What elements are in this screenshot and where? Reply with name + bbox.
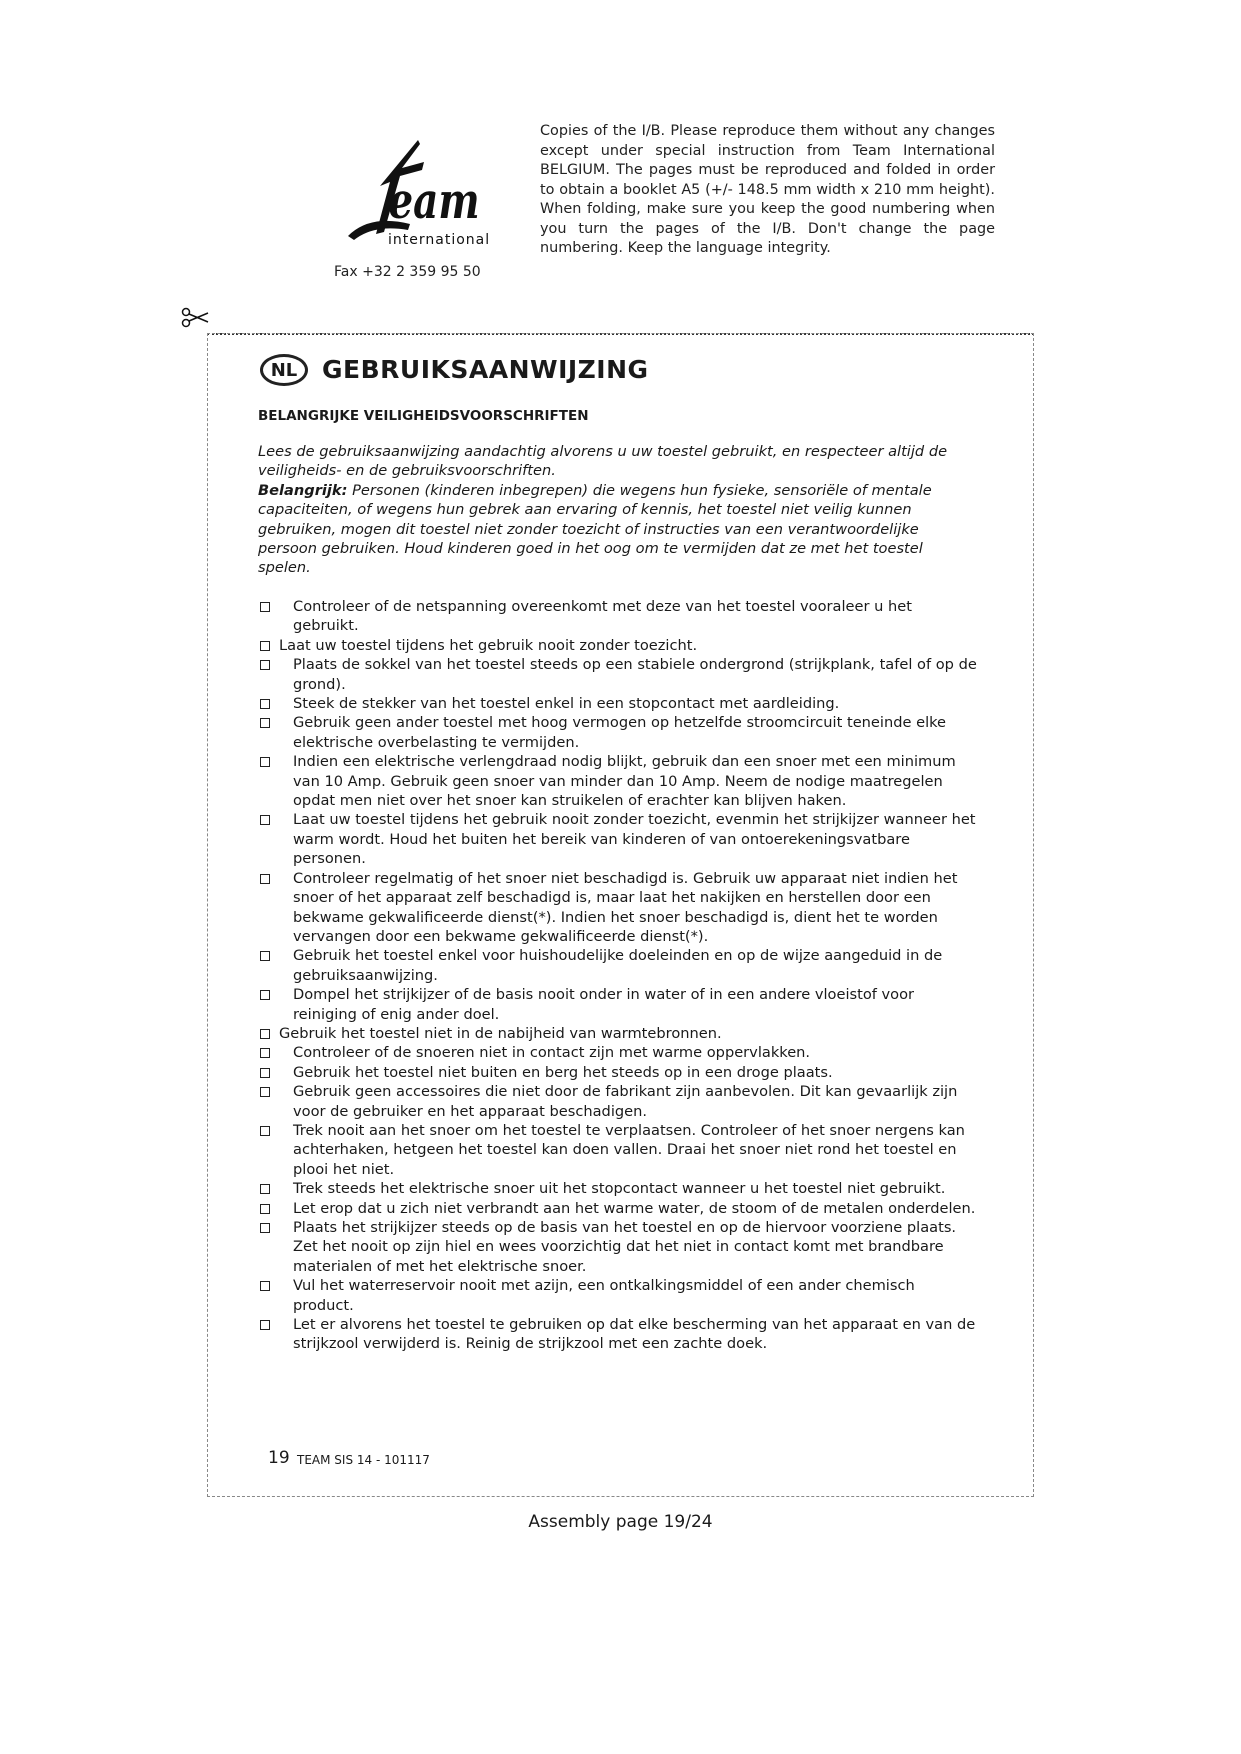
checkbox-icon <box>260 1126 270 1136</box>
checkbox-icon <box>260 641 270 651</box>
list-item: Trek nooit aan het snoer om het toestel te verplaatsen. Controleer of het snoer nergens kan achterhaken, hetgeen het toestel kan doen vallen. Draai het snoer niet rond het toestel en plooi het niet. <box>258 1121 978 1179</box>
checkbox-icon <box>260 699 270 709</box>
list-item: Indien een elektrische verlengdraad nodig blijkt, gebruik dan een snoer met een minimum van 10 Amp. Gebruik geen snoer van minder dan 10 Amp. Neem de nodige maatregelen opdat men niet over het snoer kan struikelen of erachter kan blijven haken. <box>258 752 978 810</box>
intro-paragraph <box>258 442 978 578</box>
scissors-icon <box>180 306 210 330</box>
checkbox-icon <box>260 1204 270 1214</box>
checkbox-icon <box>260 990 270 1000</box>
intro-bold-label: Belangrijk: <box>258 481 348 499</box>
svg-text:eam: eam <box>388 171 480 231</box>
list-item: Gebruik geen accessoires die niet door de fabrikant zijn aanbevolen. Dit kan gevaarlijk zijn voor de gebruiker en het apparaat beschadigen. <box>258 1082 978 1121</box>
list-item: Let erop dat u zich niet verbrandt aan het warme water, de stoom of de metalen onderdelen. <box>258 1199 978 1218</box>
checkbox-icon <box>260 1048 270 1058</box>
list-item: Gebruik het toestel enkel voor huishoudelijke doeleinden en op de wijze aangeduid in de gebruiksaanwijzing. <box>258 946 978 985</box>
list-item: Let er alvorens het toestel te gebruiken op dat elke bescherming van het apparaat en van de strijkzool verwijderd is. Reinig de strijkzool met een zachte doek. <box>258 1315 978 1354</box>
page-number: 19 <box>268 1448 290 1468</box>
checkbox-icon <box>260 815 270 825</box>
checkbox-icon <box>260 1320 270 1330</box>
list-item: Dompel het strijkijzer of de basis nooit onder in water of in een andere vloeistof voor reiniging of enig ander doel. <box>258 985 978 1024</box>
checkbox-icon <box>260 1087 270 1097</box>
assembly-page-label: Assembly page 19/24 <box>528 1512 713 1532</box>
list-item: Gebruik het toestel niet in de nabijheid van warmtebronnen. <box>258 1024 978 1043</box>
checkbox-icon <box>260 951 270 961</box>
page-title: GEBRUIKSAANWIJZING <box>322 355 649 384</box>
checkbox-icon <box>260 874 270 884</box>
list-item: Plaats het strijkijzer steeds op de basis van het toestel en op de hiervoor voorziene plaats. Zet het nooit op zijn hiel en wees voorzichtig dat het niet in contact komt met brandbare materialen of met het elektrische snoer. <box>258 1218 978 1276</box>
team-international-logo <box>340 136 490 254</box>
printing-instructions: Copies of the I/B. Please reproduce them without any changes except under special instruction from Team International BELGIUM. The pages must be reproduced and folded in order to obtain a booklet A5 (+/- 148.5 mm width x 210 mm height). When folding, make sure you keep the good numbering when you turn the pages of the I/B. Don't change the page numbering. Keep the language integrity. <box>540 123 995 256</box>
list-item: Gebruik geen ander toestel met hoog vermogen op hetzelfde stroomcircuit teneinde elke elektrische overbelasting te vermijden. <box>258 713 978 752</box>
list-item: Controleer regelmatig of het snoer niet beschadigd is. Gebruik uw apparaat niet indien het snoer of het apparaat zelf beschadigd is, maar laat het nakijken en herstellen door een bekwame gekwalificeerde dienst(*). Indien het snoer beschadigd is, dient het te worden vervangen door een bekwame gekwalificeerde dienst(*). <box>258 869 978 947</box>
checkbox-icon <box>260 1281 270 1291</box>
list-item: Controleer of de netspanning overeenkomt met deze van het toestel vooraleer u het gebruikt. <box>258 597 978 636</box>
checkbox-icon <box>260 660 270 670</box>
checkbox-icon <box>260 1068 270 1078</box>
svg-text:international: international <box>388 232 490 248</box>
checkbox-icon <box>260 1223 270 1233</box>
list-item: Trek steeds het elektrische snoer uit het stopcontact wanneer u het toestel niet gebruikt. <box>258 1179 978 1198</box>
checkbox-icon <box>260 757 270 767</box>
list-item: Plaats de sokkel van het toestel steeds op een stabiele ondergrond (strijkplank, tafel of op de grond). <box>258 655 978 694</box>
checkbox-icon <box>260 1184 270 1194</box>
list-item: Laat uw toestel tijdens het gebruik nooit zonder toezicht. <box>258 636 978 655</box>
checkbox-icon <box>260 602 270 612</box>
checkbox-icon <box>260 1029 270 1039</box>
list-item: Laat uw toestel tijdens het gebruik nooit zonder toezicht, evenmin het strijkijzer wanneer het warm wordt. Houd het buiten het bereik van kinderen of van ontoerekeningsvatbare personen. <box>258 810 978 868</box>
intro-text-warning: Personen (kinderen inbegrepen) die wegens hun fysieke, sensoriële of mentale capaciteiten, of wegens hun gebrek aan ervaring of kennis, het toestel niet veilig kunnen gebruiken, mogen dit toestel niet zonder toezicht of instructies van een verantwoordelijke persoon gebruiken. Houd kinderen goed in het oog om te vermijden dat ze met het toestel spelen. <box>258 481 932 577</box>
fax-number: Fax +32 2 359 95 50 <box>334 264 481 280</box>
list-item: Gebruik het toestel niet buiten en berg het steeds op in een droge plaats. <box>258 1063 978 1082</box>
intro-text: Lees de gebruiksaanwijzing aandachtig alvorens u uw toestel gebruikt, en respecteer altijd de veiligheids- en de gebruiksvoorschriften. <box>258 443 948 480</box>
section-heading: BELANGRIJKE VEILIGHEIDSVOORSCHRIFTEN <box>258 408 589 424</box>
list-item: Steek de stekker van het toestel enkel in een stopcontact met aardleiding. <box>258 694 978 713</box>
list-item: Vul het waterreservoir nooit met azijn, een ontkalkingsmiddel of een ander chemisch product. <box>258 1276 978 1315</box>
safety-rules-list <box>258 597 978 1354</box>
list-item: Controleer of de snoeren niet in contact zijn met warme oppervlakken. <box>258 1043 978 1062</box>
model-code: TEAM SIS 14 - 101117 <box>297 1453 430 1467</box>
language-badge: NL <box>260 354 308 386</box>
checkbox-icon <box>260 718 270 728</box>
